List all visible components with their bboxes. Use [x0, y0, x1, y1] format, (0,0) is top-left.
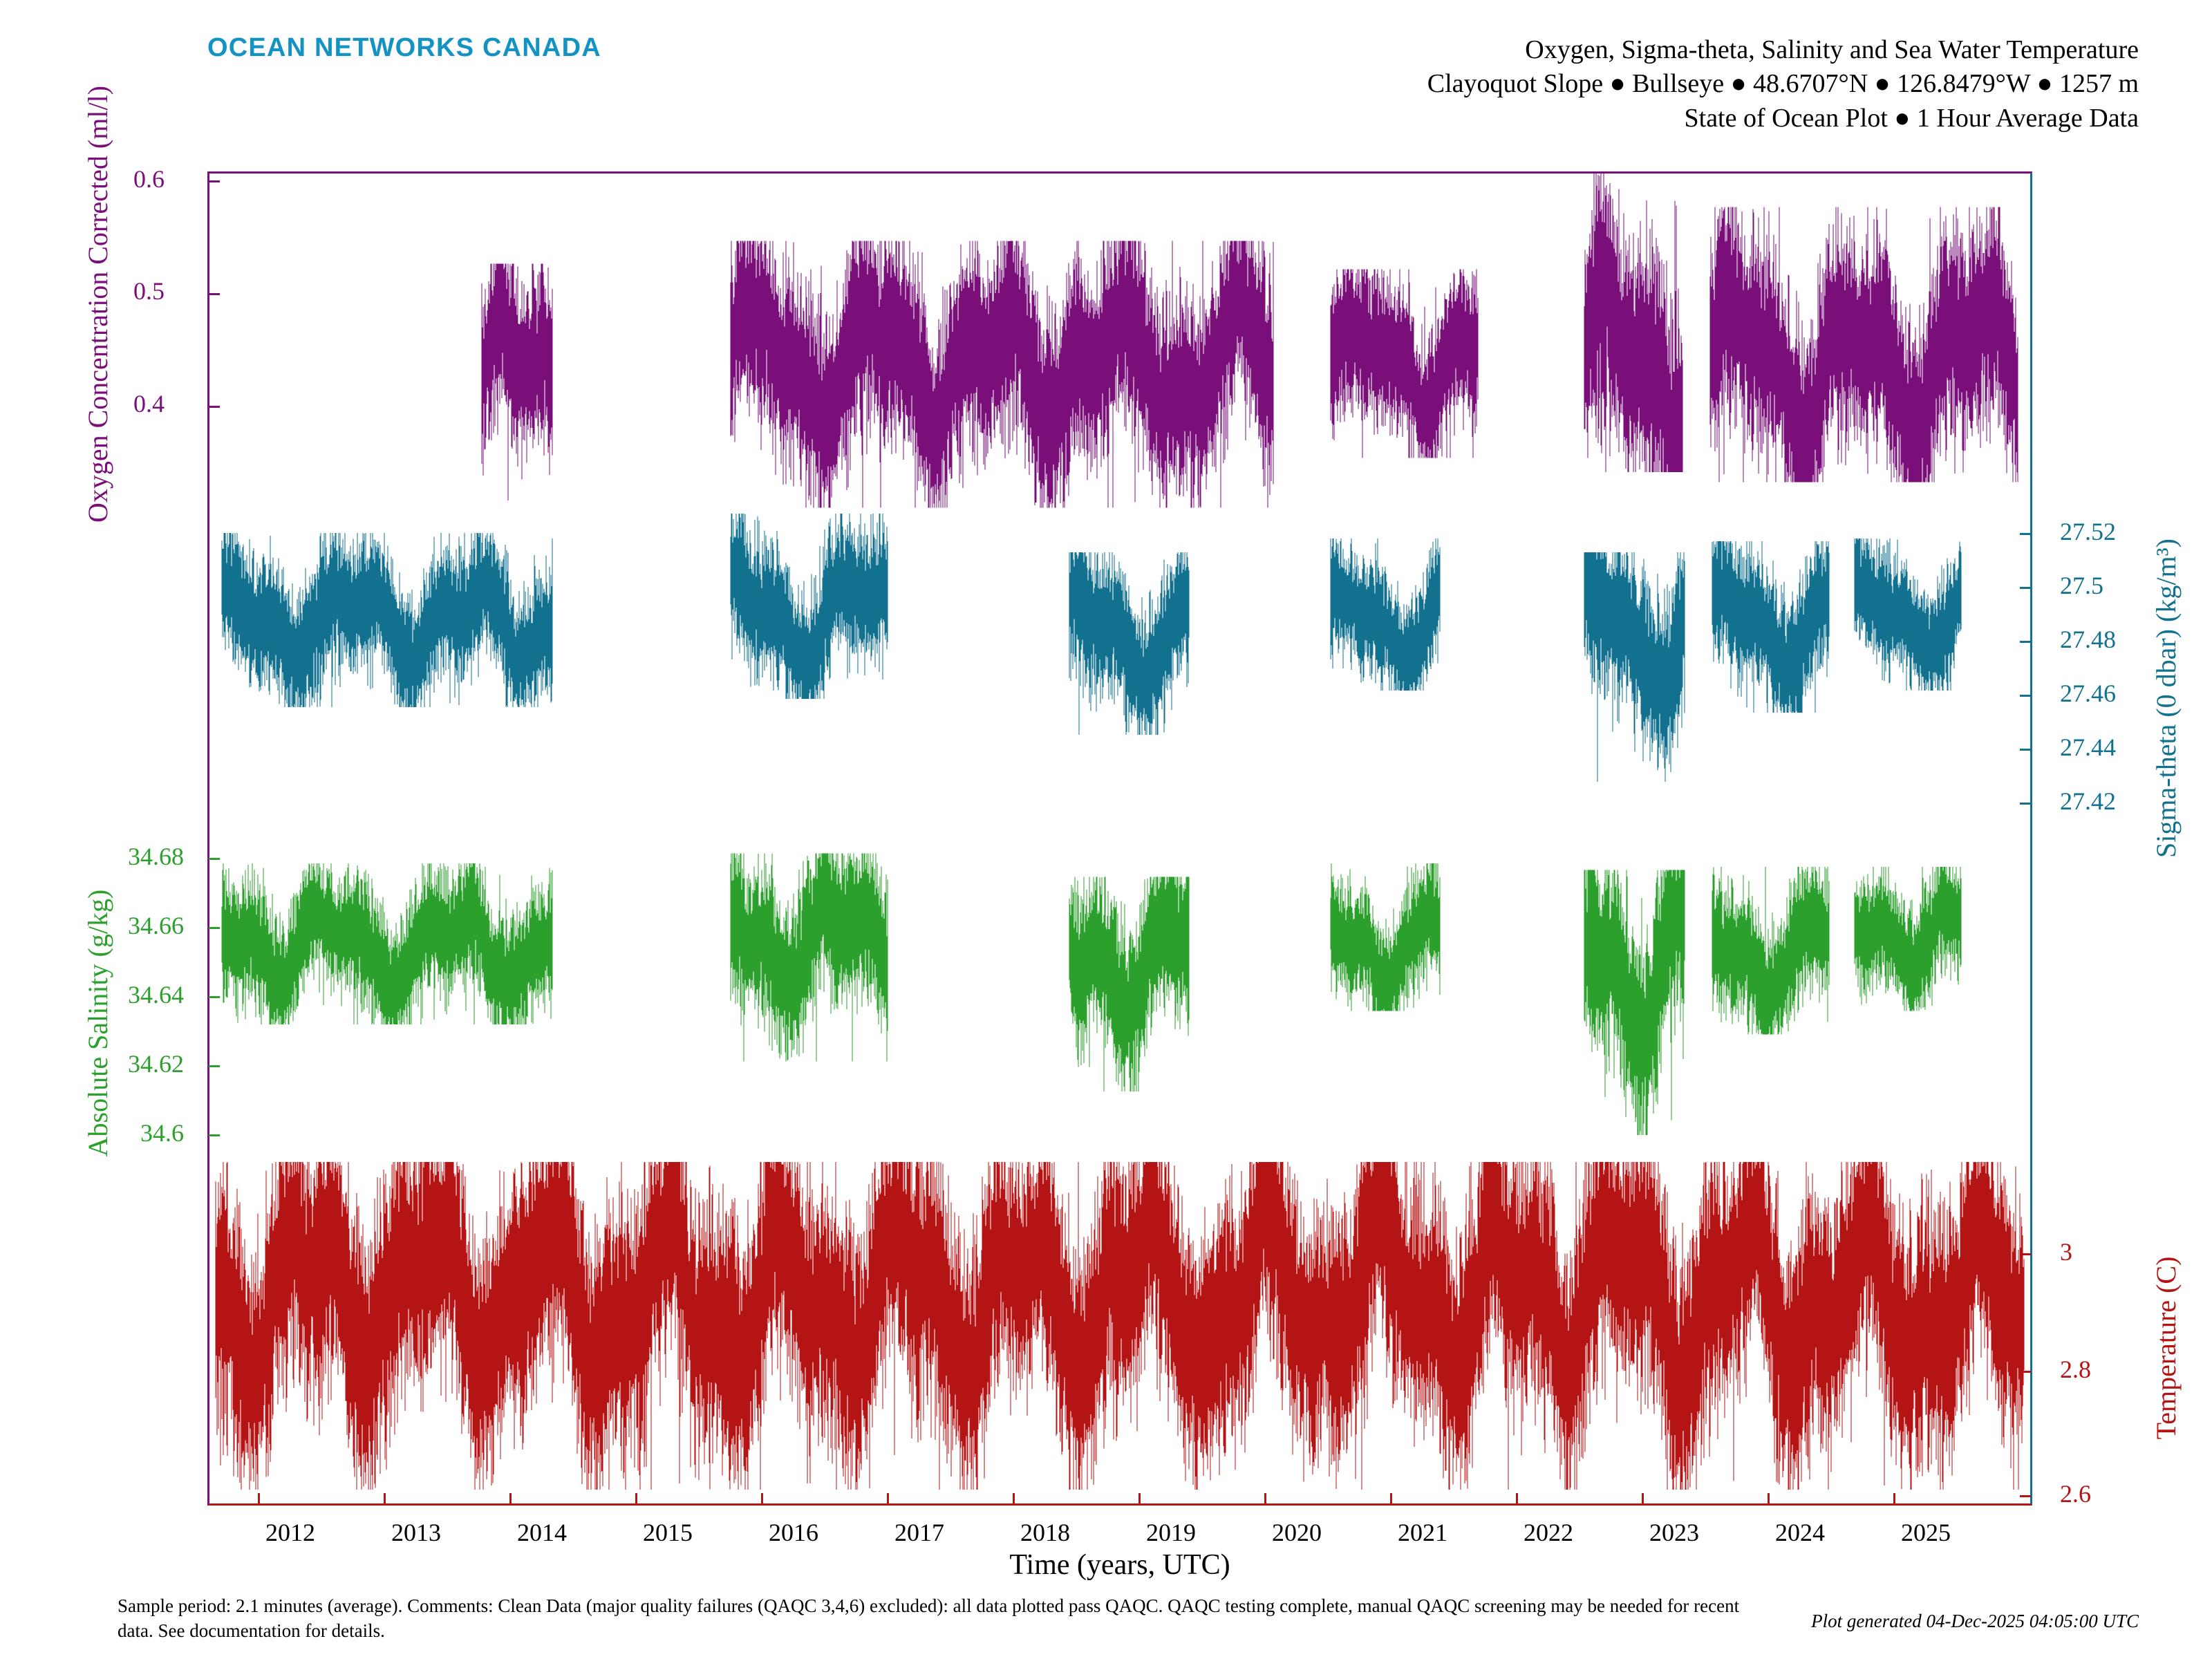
x-tick-mark-2022 — [1516, 1493, 1518, 1504]
oxygen-axis-title: Oxygen Concentration Corrected (ml/l) — [82, 85, 113, 523]
x-tick-label-8: 2020 — [1272, 1519, 1322, 1546]
x-tick-mark-2018 — [1013, 1493, 1015, 1504]
x-tick-label-5: 2017 — [894, 1519, 944, 1546]
x-tick-mark-2024 — [1768, 1493, 1770, 1504]
x-tick-mark-2013 — [384, 1493, 386, 1504]
x-tick-mark-2017 — [887, 1493, 889, 1504]
temperature-axis-title: Temperature (C) — [2150, 1256, 2182, 1440]
sigma-tick-4: 27.44 — [2060, 733, 2116, 761]
temperature-tick-mark-2 — [2020, 1495, 2031, 1497]
x-tick-label-10: 2022 — [1524, 1519, 1573, 1546]
footnote-text: Sample period: 2.1 minutes (average). Comments: Clean Data (major quality failures (QAQC 3,4,6) excluded): all data plotted pass QAQC. QAQC testing complete, manual QAQC screening may be needed for recent data. See documentation for details. — [118, 1595, 1740, 1641]
chart-title-block — [1427, 33, 2139, 135]
plot-canvas — [209, 174, 2030, 1503]
x-tick-mark-2023 — [1642, 1493, 1644, 1504]
salinity-tick-mark-3 — [209, 1065, 220, 1067]
x-tick-mark-2020 — [1264, 1493, 1266, 1504]
x-tick-mark-2014 — [509, 1493, 512, 1504]
x-tick-label-6: 2018 — [1020, 1519, 1070, 1546]
sigma-tick-mark-0 — [2020, 533, 2031, 535]
oxygen-tick-mark-1 — [209, 293, 220, 295]
x-tick-label-11: 2023 — [1649, 1519, 1699, 1546]
chart-title-line-3: State of Ocean Plot ● 1 Hour Average Data — [1684, 103, 2139, 133]
sigma-tick-mark-1 — [2020, 587, 2031, 589]
sigma-theta-axis-title: Sigma-theta (0 dbar) (kg/m³) — [2150, 538, 2182, 858]
temperature-tick-2: 2.6 — [2060, 1480, 2091, 1508]
salinity-tick-mark-2 — [209, 996, 220, 998]
sigma-tick-mark-5 — [2020, 803, 2031, 805]
x-tick-mark-2021 — [1390, 1493, 1392, 1504]
oxygen-tick-mark-0 — [209, 180, 220, 182]
plot-area — [207, 171, 2032, 1506]
sigma-tick-0: 27.52 — [2060, 518, 2116, 545]
salinity-axis-title: Absolute Salinity (g/kg) — [82, 889, 113, 1157]
salinity-tick-0: 34.68 — [128, 843, 184, 870]
x-tick-label-1: 2013 — [391, 1519, 441, 1546]
temperature-tick-0: 3 — [2060, 1238, 2072, 1266]
brand-logo-text: OCEAN NETWORKS CANADA — [207, 33, 601, 62]
sigma-tick-mark-3 — [2020, 695, 2031, 697]
sigma-tick-5: 27.42 — [2060, 787, 2116, 815]
sigma-tick-2: 27.48 — [2060, 626, 2116, 653]
x-tick-label-3: 2015 — [643, 1519, 693, 1546]
chart-title-line-1: Oxygen, Sigma-theta, Salinity and Sea Water Temperature — [1525, 35, 2139, 64]
x-tick-label-7: 2019 — [1146, 1519, 1196, 1546]
generated-timestamp: Plot generated 04-Dec-2025 04:05:00 UTC — [1811, 1611, 2139, 1631]
oxygen-tick-0: 0.6 — [133, 165, 165, 193]
x-tick-label-0: 2012 — [265, 1519, 315, 1546]
temperature-tick-mark-1 — [2020, 1371, 2031, 1373]
salinity-tick-mark-1 — [209, 927, 220, 929]
salinity-tick-1: 34.66 — [128, 912, 184, 939]
oxygen-tick-mark-2 — [209, 406, 220, 408]
sigma-tick-mark-2 — [2020, 641, 2031, 643]
salinity-tick-3: 34.62 — [128, 1050, 184, 1078]
salinity-tick-2: 34.64 — [128, 981, 184, 1009]
chart-title-line-2: Clayoquot Slope ● Bullseye ● 48.6707°N ● 126.8479°W ● 1257 m — [1427, 69, 2139, 99]
salinity-tick-mark-0 — [209, 858, 220, 860]
temperature-tick-mark-0 — [2020, 1253, 2031, 1255]
sigma-tick-1: 27.5 — [2060, 572, 2103, 599]
temperature-tick-1: 2.8 — [2060, 1356, 2091, 1383]
x-tick-mark-2016 — [761, 1493, 763, 1504]
x-tick-label-13: 2025 — [1901, 1519, 1951, 1546]
x-tick-mark-2012 — [258, 1493, 260, 1504]
salinity-tick-4: 34.6 — [140, 1119, 184, 1147]
oxygen-tick-1: 0.5 — [133, 277, 165, 305]
oxygen-tick-2: 0.4 — [133, 390, 165, 418]
x-tick-mark-2019 — [1138, 1493, 1141, 1504]
sigma-tick-mark-4 — [2020, 749, 2031, 751]
x-tick-label-4: 2016 — [769, 1519, 818, 1546]
x-tick-label-12: 2024 — [1775, 1519, 1825, 1546]
sigma-tick-3: 27.46 — [2060, 679, 2116, 707]
x-tick-mark-2025 — [1893, 1493, 1895, 1504]
x-axis-title: Time (years, UTC) — [1009, 1549, 1230, 1581]
x-tick-label-2: 2014 — [517, 1519, 567, 1546]
salinity-tick-mark-4 — [209, 1134, 220, 1136]
x-tick-mark-2015 — [635, 1493, 637, 1504]
timeseries-traces — [209, 174, 2030, 1503]
x-tick-label-9: 2021 — [1398, 1519, 1447, 1546]
